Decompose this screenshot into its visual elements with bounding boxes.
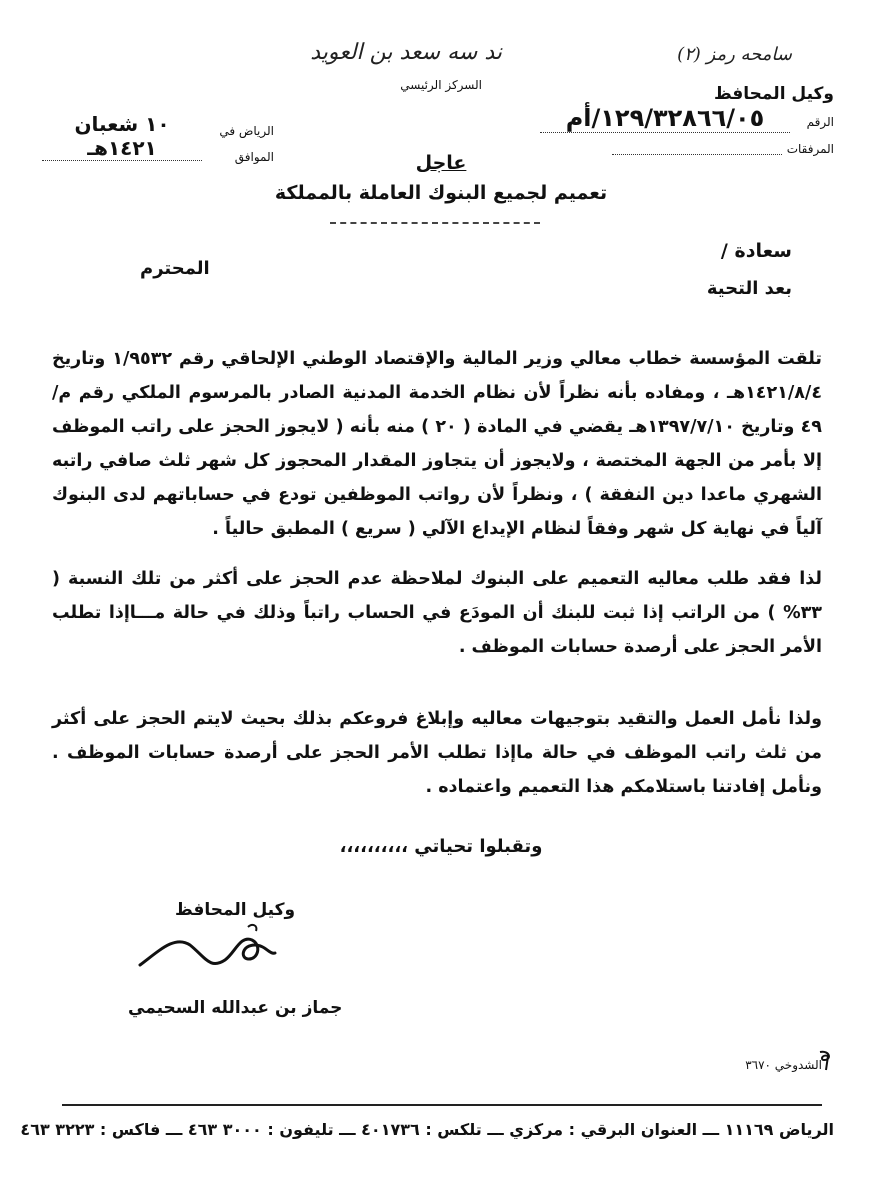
paragraph-2-text: لذا فقد طلب معاليه التعميم على البنوك لملاحظة عدم الحجز على أكثر من تلك النسبة ( ٣٣% ) من الراتب إذا ثبت للبنك أن المودَع في الحساب راتباً وذلك في حالة مـــاإذا تطلب الأمر الحجز على أرصدة حسابات الموظف . — [52, 569, 822, 657]
date-label: الرياض في — [219, 124, 274, 138]
paragraph-1-text: تلقت المؤسسة خطاب معالي وزير المالية والإقتصاد الوطني الإلحاقي رقم ١/٩٥٣٢ وتاريخ ١٤٢١/٨/٤هـ ، ومفاده بأنه نظراً لأن نظام الخدمة المدنية الصادر بالمرسوم الملكي رقم م/٤٩ وتاريخ ١٣٩٧/٧/١٠هـ يقضي في المادة ( ٢٠ ) منه بأنه ( لايجوز الحجز على راتب الموظف إلا بأمر من الجهة المختصة ، ولايجوز أن يتجاوز المقدار المحجوز كل شهر ثلث صافي راتبه الشهري ماعدا دين النفقة ) ، ونظراً لأن رواتب الموظفين تودع في حساباتهم لدى البنوك آلياً في نهاية كل شهر وفقاً لنظام الإيداع الآلي ( سريع ) المطبق حالياً . — [52, 349, 822, 539]
corresponding-label: الموافق — [234, 150, 274, 164]
signatory-name: جماز بن عبدالله السحيمي — [128, 998, 343, 1018]
ref-label: الرقم — [806, 115, 834, 129]
main-center-label: السركز الرئيسي — [400, 78, 482, 92]
closing-line: وتقبلوا تحياتي ،،،،،،،،،، — [339, 836, 543, 857]
salutation-greeting: بعد التحية — [706, 278, 792, 299]
handwritten-annotation-right: سامحه رمز (٢) — [677, 44, 792, 65]
salutation-respected: المحترم — [140, 258, 210, 279]
subject-title: تعميم لجميع البنوك العاملة بالمملكة — [274, 182, 608, 204]
salutation-to: سعادة / — [720, 240, 792, 262]
attachments-label: المرفقات — [786, 142, 834, 156]
ref-number: ١٢٩/٣٢٨٦٦/٠٥/أم — [540, 104, 790, 133]
handwritten-annotation-left: ند سه سعد بن العويد — [310, 40, 502, 65]
file-code: الشدوخي ٣٦٧٠ — [745, 1058, 822, 1072]
subject-divider — [330, 222, 540, 224]
body-paragraph-1 — [52, 342, 822, 546]
footer-address: الرياض ١١١٦٩ ـــ العنوان البرقي : مركزي ـــ تلكس : ٤٠١٧٣٦ ـــ تليفون : ٣٠٠٠ ٤٦٣ ـــ فاكس : ٣٢٢٣ ٤٦٣ — [20, 1120, 834, 1139]
handwritten-signature — [130, 915, 280, 985]
office-title: وكيل المحافظ — [713, 84, 834, 104]
body-paragraph-3 — [52, 702, 822, 804]
body-paragraph-2 — [52, 562, 822, 664]
signature-title: وكيل المحافظ — [175, 900, 296, 920]
date-value: ١٠ شعبان ١٤٢١هـ — [42, 112, 202, 161]
footer-rule — [62, 1104, 822, 1106]
paragraph-3-text: ولذا نأمل العمل والتقيد بتوجيهات معاليه وإبلاغ فروعكم بذلك بحيث لايتم الحجز على أكثر من ثلث راتب الموظف في حالة ماإذا تطلب الأمر الحجز على أرصدة حسابات الموظف . ونأمل إفادتنا باستلامكم هذا التعميم واعتماده . — [52, 709, 822, 797]
urgent-label: عاجل — [415, 152, 467, 174]
handwritten-mark-icon — [816, 1048, 834, 1072]
